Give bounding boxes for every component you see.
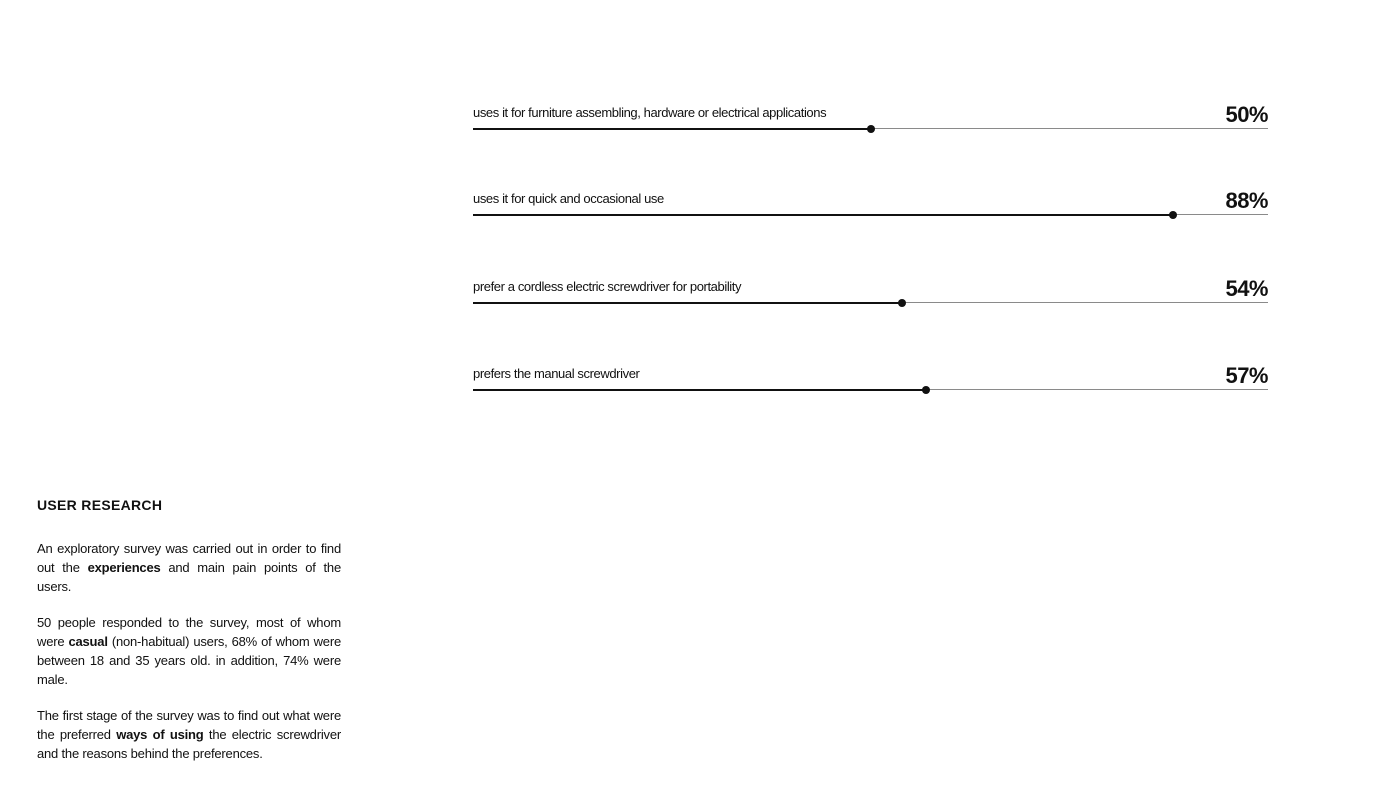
research-paragraph xyxy=(37,613,341,689)
stat-fill xyxy=(473,302,902,304)
paragraph-text: (non-habitual) users, 68% of whom were between 18 and 35 years old. in addition, 74% were male. xyxy=(37,634,341,687)
stat-value: 57% xyxy=(1225,363,1268,388)
research-paragraph xyxy=(37,539,341,596)
research-paragraph xyxy=(37,706,341,763)
stat-fill xyxy=(473,389,926,391)
stat-value: 50% xyxy=(1225,102,1268,127)
stat-marker xyxy=(922,386,930,394)
stat-label: prefer a cordless electric screwdriver for portability xyxy=(473,279,742,294)
user-research-section xyxy=(37,497,341,780)
stat-label: uses it for quick and occasional use xyxy=(473,191,664,206)
emphasis-text: casual xyxy=(68,634,108,649)
stat-fill xyxy=(473,214,1173,216)
stat-row xyxy=(473,258,1268,302)
stat-marker xyxy=(867,125,875,133)
section-heading: USER RESEARCH xyxy=(37,497,163,513)
stat-fill xyxy=(473,128,871,130)
paragraph-text: An exploratory survey was carried out in order to find out the xyxy=(37,541,341,575)
paragraph-text: the electric screwdriver and the reasons behind the preferences. xyxy=(37,727,341,761)
stat-label: uses it for furniture assembling, hardware or electrical applications xyxy=(473,105,827,120)
emphasis-text: experiences xyxy=(87,560,161,575)
survey-stats-chart xyxy=(473,0,1268,420)
stat-row xyxy=(473,345,1268,389)
paragraph-text: 50 people responded to the survey, most of whom were xyxy=(37,615,341,649)
paragraph-text: The first stage of the survey was to find out what were the preferred xyxy=(37,708,341,742)
paragraph-text: and main pain points of the users. xyxy=(37,560,341,594)
stat-marker xyxy=(898,299,906,307)
stat-label: prefers the manual screwdriver xyxy=(473,366,640,381)
stat-marker xyxy=(1169,211,1177,219)
stat-row xyxy=(473,84,1268,128)
stat-value: 54% xyxy=(1225,276,1268,301)
emphasis-text: ways of using xyxy=(116,727,204,742)
stat-value: 88% xyxy=(1225,188,1268,213)
stat-row xyxy=(473,170,1268,214)
